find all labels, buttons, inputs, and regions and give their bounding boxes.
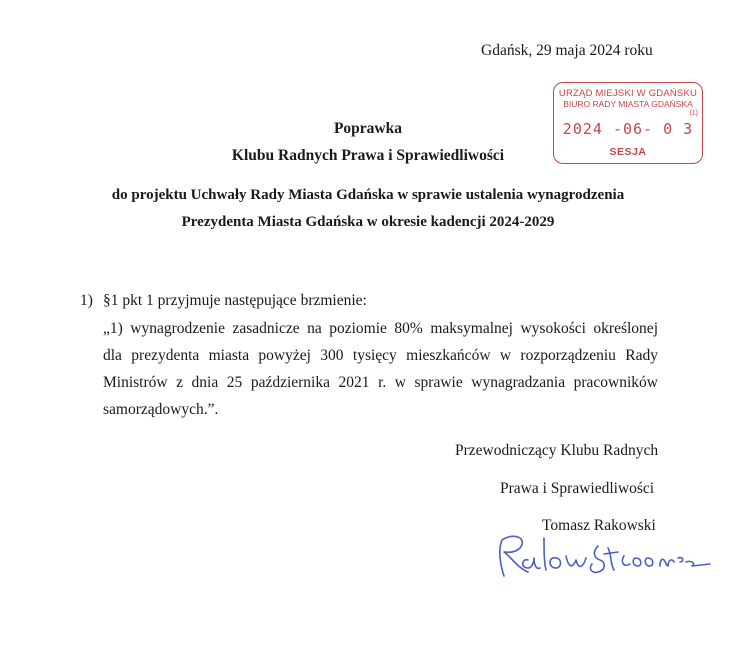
stamp-bureau-line bbox=[554, 99, 702, 109]
stamp-session-label: SESJA bbox=[609, 146, 647, 158]
stamp-date: 2024 -06- 0 3 bbox=[562, 120, 694, 138]
stamp-bureau-text: BIURO RADY MIASTA GDAŃSKA bbox=[563, 99, 693, 109]
signer-role-line2: Prawa i Sprawiedliwości bbox=[500, 480, 655, 497]
signer-name: Tomasz Rakowski bbox=[542, 517, 656, 534]
quote-line-1: „1) wynagrodzenie zasadnicze na poziomie 80% maksymalnej wysokości określonej bbox=[103, 320, 658, 337]
signer-role-line1: Przewodniczący Klubu Radnych bbox=[455, 442, 659, 459]
stamp-office-line: URZĄD MIEJSKI W GDAŃSKU bbox=[558, 88, 698, 99]
quote-line-3: Ministrów z dnia 25 października 2021 r. w sprawie wynagradzania pracowników bbox=[103, 374, 658, 391]
item-intro: §1 pkt 1 przyjmuje następujące brzmienie: bbox=[103, 292, 367, 309]
item-number: 1) bbox=[80, 292, 93, 309]
place-date: Gdańsk, 29 maja 2024 roku bbox=[481, 42, 653, 59]
title-project-line1: do projektu Uchwały Rady Miasta Gdańska w sprawie ustalenia wynagrodzenia bbox=[111, 187, 625, 203]
stamp-bureau-suffix: (1) bbox=[689, 110, 698, 117]
quote-line-4: samorządowych.”. bbox=[103, 401, 219, 418]
quote-line-2: dla prezydenta miasta powyżej 300 tysięcy mieszkańców w rozporządzeniu Rady bbox=[103, 347, 658, 364]
handwritten-signature bbox=[488, 528, 718, 588]
title-project-line2: Prezydenta Miasta Gdańska w okresie kadencji 2024-2029 bbox=[181, 214, 555, 230]
title-club: Klubu Radnych Prawa i Sprawiedliwości bbox=[231, 147, 505, 164]
title-amendment: Poprawka bbox=[333, 120, 403, 137]
